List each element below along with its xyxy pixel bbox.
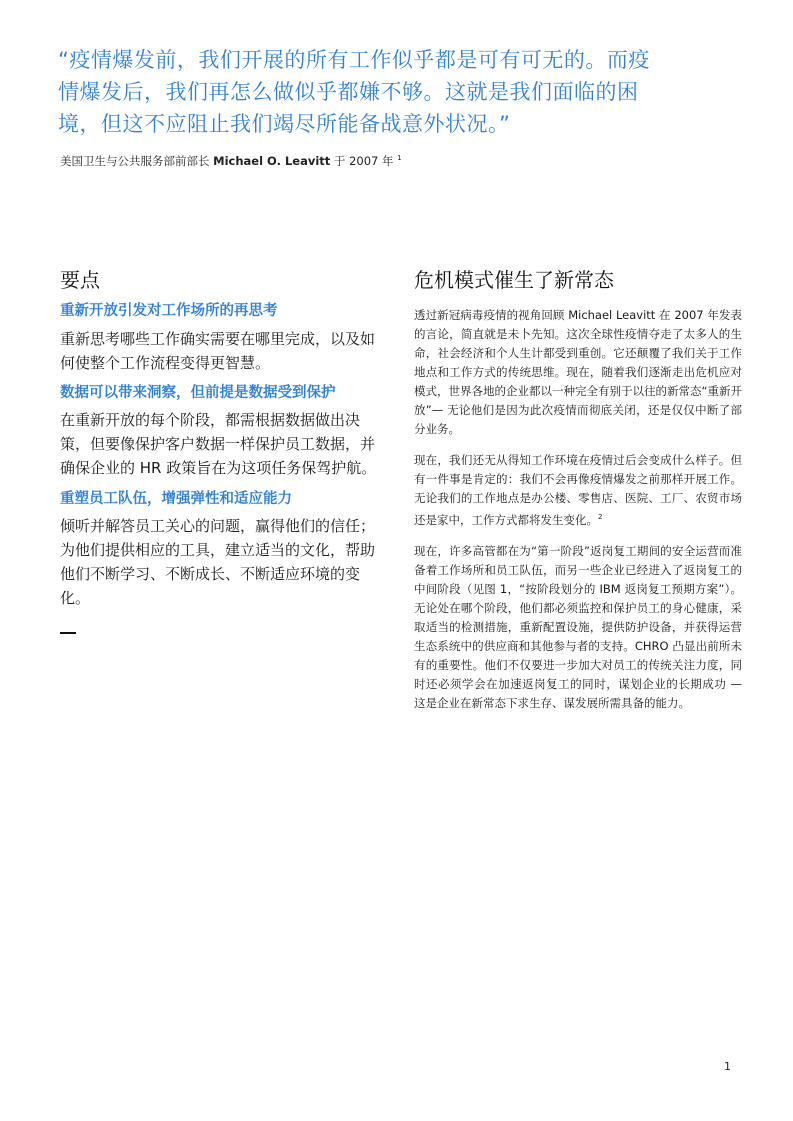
footnote-ref-2: 2 (598, 513, 603, 521)
key-point-title: 数据可以带来洞察，但前提是数据受到保护 (60, 385, 336, 401)
section-end-dash (60, 632, 76, 634)
key-points-heading: 要点 (60, 268, 100, 292)
pull-quote: “疫情爆发前，我们开展的所有工作似乎都是可有可无的。而疫情爆发后，我们再怎么做似乎都嫌不够。这就是我们面临的困境，但这不应阻止我们竭尽所能备战意外状况。” (58, 48, 650, 136)
key-point-title: 重新开放引发对工作场所的再思考 (60, 303, 278, 319)
key-point-body: 倾听并解答员工关心的问题，赢得他们的信任；为他们提供相应的工具，建立适当的文化，帮助他们不断学习、不断成长、不断适应环境的变化。 (60, 517, 376, 607)
key-point-title: 重塑员工队伍，增强弹性和适应能力 (60, 491, 292, 507)
attribution-suffix: 于 2007 年 (330, 153, 398, 168)
page-number: 1 (724, 1060, 731, 1073)
article-column (414, 266, 742, 713)
key-points-column (60, 266, 388, 634)
attribution-name: Michael O. Leavitt (213, 153, 331, 168)
attribution-prefix: 美国卫生与公共服务部前部长 (60, 153, 214, 168)
article-paragraph (414, 451, 742, 530)
paragraph-text: 现在，我们还无从得知工作环境在疫情过后会变成什么样子。但有一件事是肯定的：我们不会再像疫情爆发之前那样开展工作。无论我们的工作地点是办公楼、零售店、医院、工厂、农贸市场还是家中，工作方式都将发生变化。 (414, 453, 742, 527)
article-heading: 危机模式催生了新常态 (414, 268, 614, 292)
key-point-body: 在重新开放的每个阶段，都需根据数据做出决策，但要像保护客户数据一样保护员工数据，并确保企业的 HR 政策旨在为这项任务保驾护航。 (60, 411, 377, 477)
article-paragraph (414, 306, 742, 439)
key-point-body: 重新思考哪些工作确实需要在哪里完成，以及如何使整个工作流程变得更智慧。 (60, 330, 376, 372)
quote-attribution (60, 150, 660, 169)
footnote-ref-1: 1 (397, 154, 402, 162)
paragraph-text: 现在，许多高管都在为“第一阶段”返岗复工期间的安全运营而准备着工作场所和员工队伍，而另一些企业已经进入了返岗复工的中间阶段（见图 1，“按阶段划分的 IBM 返岗复工预期方案”）。无论处在哪个阶段，他们都必须监控和保护员工的身心健康，采取适当的检测措施，重新配置设施，提供防护设备，并获得运营生态系统中的供应商和其他参与者的支持。CHRO 凸显出前所未有的重要性。他们不仅要进一步加大对员工的传统关注力度，同时还必须学会在加速返岗复工的同时，谋划企业的长期成功 — 这是企业在新常态下求生存、谋发展所需具备的能力。 (414, 543, 742, 710)
article-paragraph (414, 542, 742, 713)
paragraph-text: 透过新冠病毒疫情的视角回顾 Michael Leavitt 在 2007 年发表的言论，简直就是未卜先知。这次全球性疫情夺走了太多人的生命，社会经济和个人生计都受到重创。它还颠覆了我们关于工作地点和工作方式的传统思维。现在，随着我们逐渐走出危机应对模式，世界各地的企业都以一种完全有别于以往的新常态“重新开放”— 无论他们是因为此次疫情而彻底关闭，还是仅仅中断了部分业务。 (414, 308, 742, 436)
